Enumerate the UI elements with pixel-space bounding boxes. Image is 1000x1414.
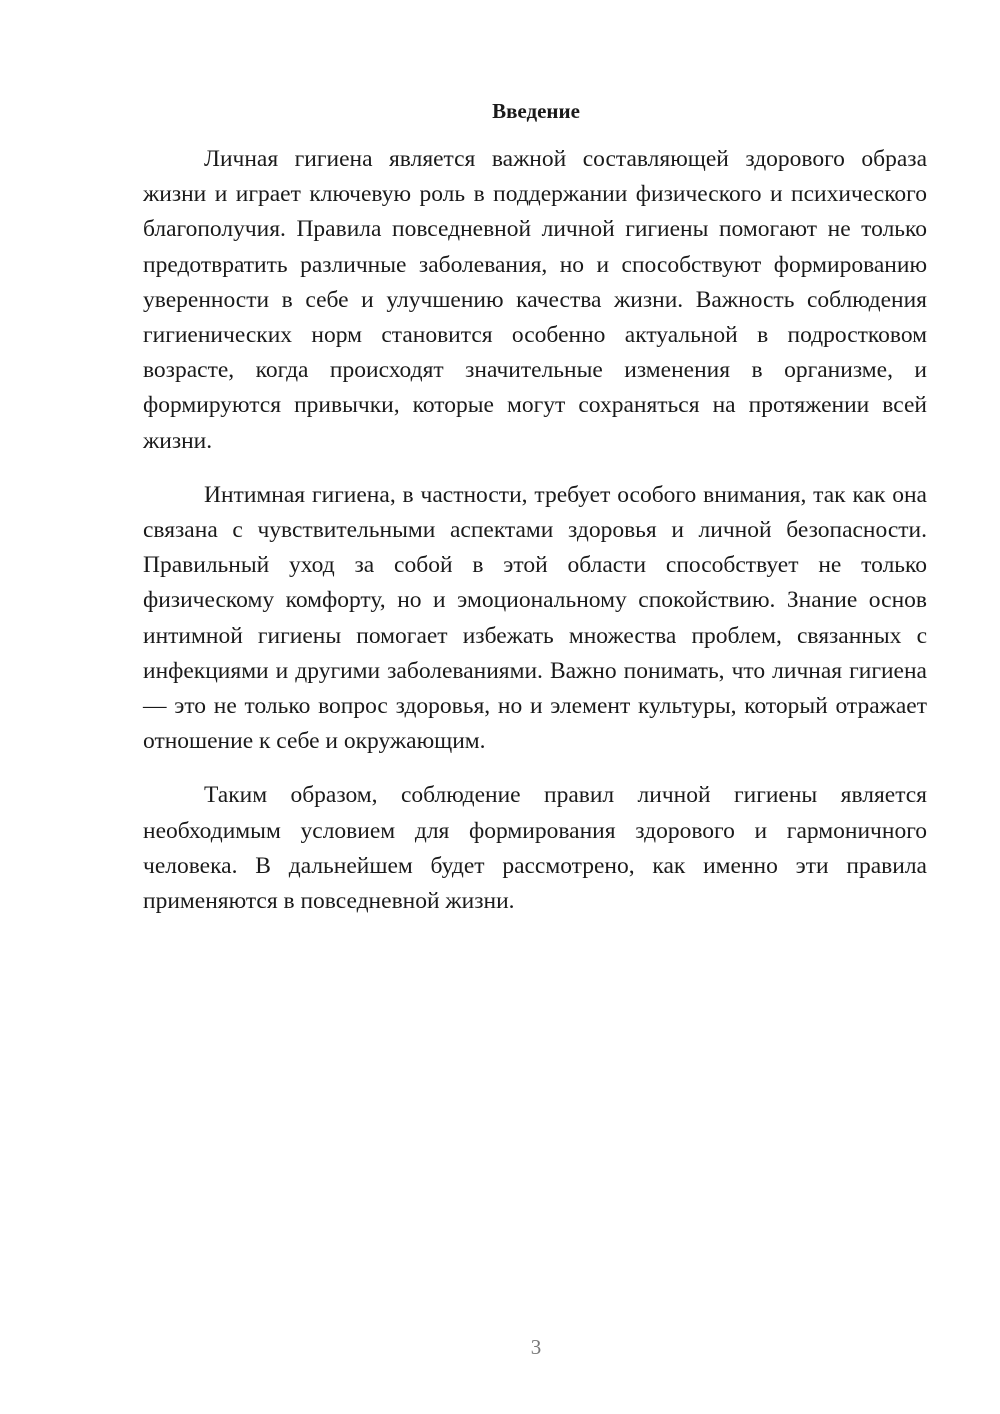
section-heading: Введение — [492, 99, 580, 123]
paragraph-2: Интимная гигиена, в частности, требует особого внимания, так как она связана с чувствительными аспектами здоровья и личной безопасности. Правильный уход за собой в этой области способствует не только физическому комфорту, но и эмоциональному спокойствию. Знание основ интимной гигиены помогает избежать множества проблем, связанных с инфекциями и другими заболеваниями. Важно понимать, что личная гигиена — это не только вопрос здоровья, но и элемент культуры, который отражает отношение к себе и окружающим. — [143, 481, 927, 755]
paragraph-1: Личная гигиена является важной составляющей здорового образа жизни и играет ключевую роль в поддержании физического и психического благополучия. Правила повседневной личной гигиены помогают не только предотвратить различные заболевания, но и способствуют формированию уверенности в себе и улучшению качества жизни. Важность соблюдения гигиенических норм становится особенно актуальной в подростковом возрасте, когда происходят значительные изменения в организме, и формируются привычки, которые могут сохраняться на протяжении всей жизни. — [143, 146, 927, 454]
page-number: 3 — [530, 1335, 542, 1359]
paragraph-3: Таким образом, соблюдение правил личной гигиены является необходимым условием для формирования здорового и гармоничного человека. В дальнейшем будет рассмотрено, как именно эти правила применяются в повседневной жизни. — [143, 782, 927, 915]
body-text — [143, 142, 927, 919]
